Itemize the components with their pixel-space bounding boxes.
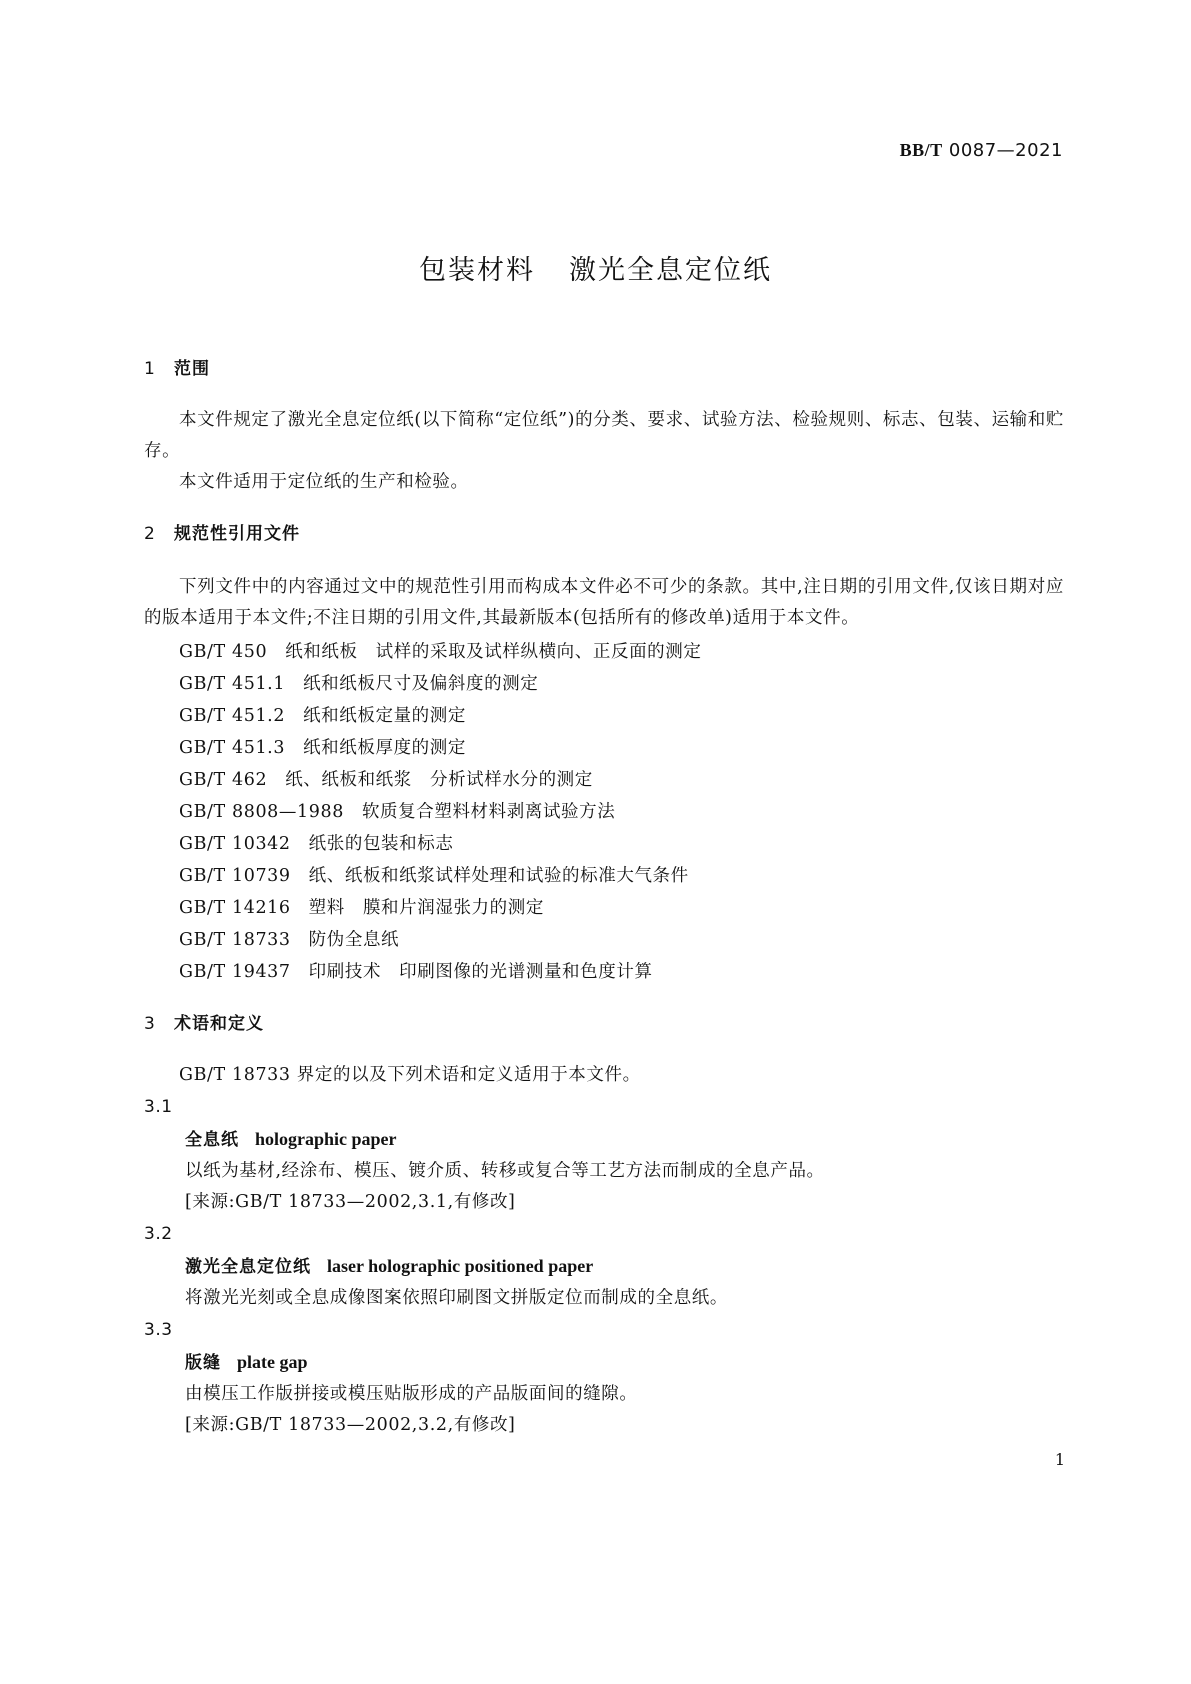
term-name: 激光全息定位纸 laser holographic positioned paper [185, 1256, 594, 1277]
section-3-heading: 3 术语和定义 [144, 1014, 264, 1034]
section-1-paragraph: 本文件规定了激光全息定位纸(以下简称“定位纸”)的分类、要求、试验方法、检验规则、标志、包装、运输和贮存。 [144, 410, 1064, 461]
term-number: 3.2 [144, 1224, 173, 1244]
reference-item: GB/T 18733 防伪全息纸 [179, 930, 400, 950]
term-definition: 由模压工作版拼接或模压贴版形成的产品版面间的缝隙。 [185, 1384, 638, 1404]
reference-list [144, 636, 1064, 988]
term-definition: 以纸为基材,经涂布、模压、镀介质、转移或复合等工艺方法而制成的全息产品。 [185, 1161, 825, 1181]
standard-number: 0087—2021 [948, 140, 1063, 161]
title-part-2: 激光全息定位纸 [569, 255, 772, 286]
title-part-1: 包装材料 [419, 255, 535, 286]
term-name: 版缝 plate gap [185, 1352, 308, 1373]
reference-item: GB/T 462 纸、纸板和纸浆 分析试样水分的测定 [179, 770, 593, 790]
section-1-heading: 1 范围 [144, 359, 210, 379]
reference-item: GB/T 8808—1988 软质复合塑料材料剥离试验方法 [179, 802, 616, 822]
reference-item: GB/T 450 纸和纸板 试样的采取及试样纵横向、正反面的测定 [179, 642, 702, 662]
reference-item: GB/T 451.3 纸和纸板厚度的测定 [179, 738, 466, 758]
standard-prefix: BB/T [899, 140, 943, 160]
reference-item: GB/T 451.1 纸和纸板尺寸及偏斜度的测定 [179, 674, 539, 694]
section-1-paragraph: 本文件适用于定位纸的生产和检验。 [179, 472, 469, 492]
term-number: 3.3 [144, 1320, 173, 1340]
standard-code [900, 140, 1063, 161]
term-source: [来源:GB/T 18733—2002,3.2,有修改] [185, 1415, 516, 1435]
reference-item: GB/T 19437 印刷技术 印刷图像的光谱测量和色度计算 [179, 962, 653, 982]
section-3-intro: GB/T 18733 界定的以及下列术语和定义适用于本文件。 [179, 1065, 641, 1085]
reference-item: GB/T 10342 纸张的包装和标志 [179, 834, 454, 854]
document-body [144, 355, 1064, 1441]
section-2-heading: 2 规范性引用文件 [144, 524, 300, 544]
document-title [0, 248, 1191, 287]
term-name: 全息纸 holographic paper [185, 1129, 397, 1150]
term-number: 3.1 [144, 1097, 173, 1117]
reference-item: GB/T 10739 纸、纸板和纸浆试样处理和试验的标准大气条件 [179, 866, 689, 886]
reference-item: GB/T 14216 塑料 膜和片润湿张力的测定 [179, 898, 544, 918]
reference-item: GB/T 451.2 纸和纸板定量的测定 [179, 706, 466, 726]
page-number: 1 [1054, 1450, 1065, 1469]
section-2-intro: 下列文件中的内容通过文中的规范性引用而构成本文件必不可少的条款。其中,注日期的引用文件,仅该日期对应的版本适用于本文件;不注日期的引用文件,其最新版本(包括所有的修改单)适用于本文件。 [144, 577, 1064, 628]
term-definition: 将激光光刻或全息成像图案依照印刷图文拼版定位而制成的全息纸。 [185, 1288, 728, 1308]
term-source: [来源:GB/T 18733—2002,3.1,有修改] [185, 1192, 516, 1212]
